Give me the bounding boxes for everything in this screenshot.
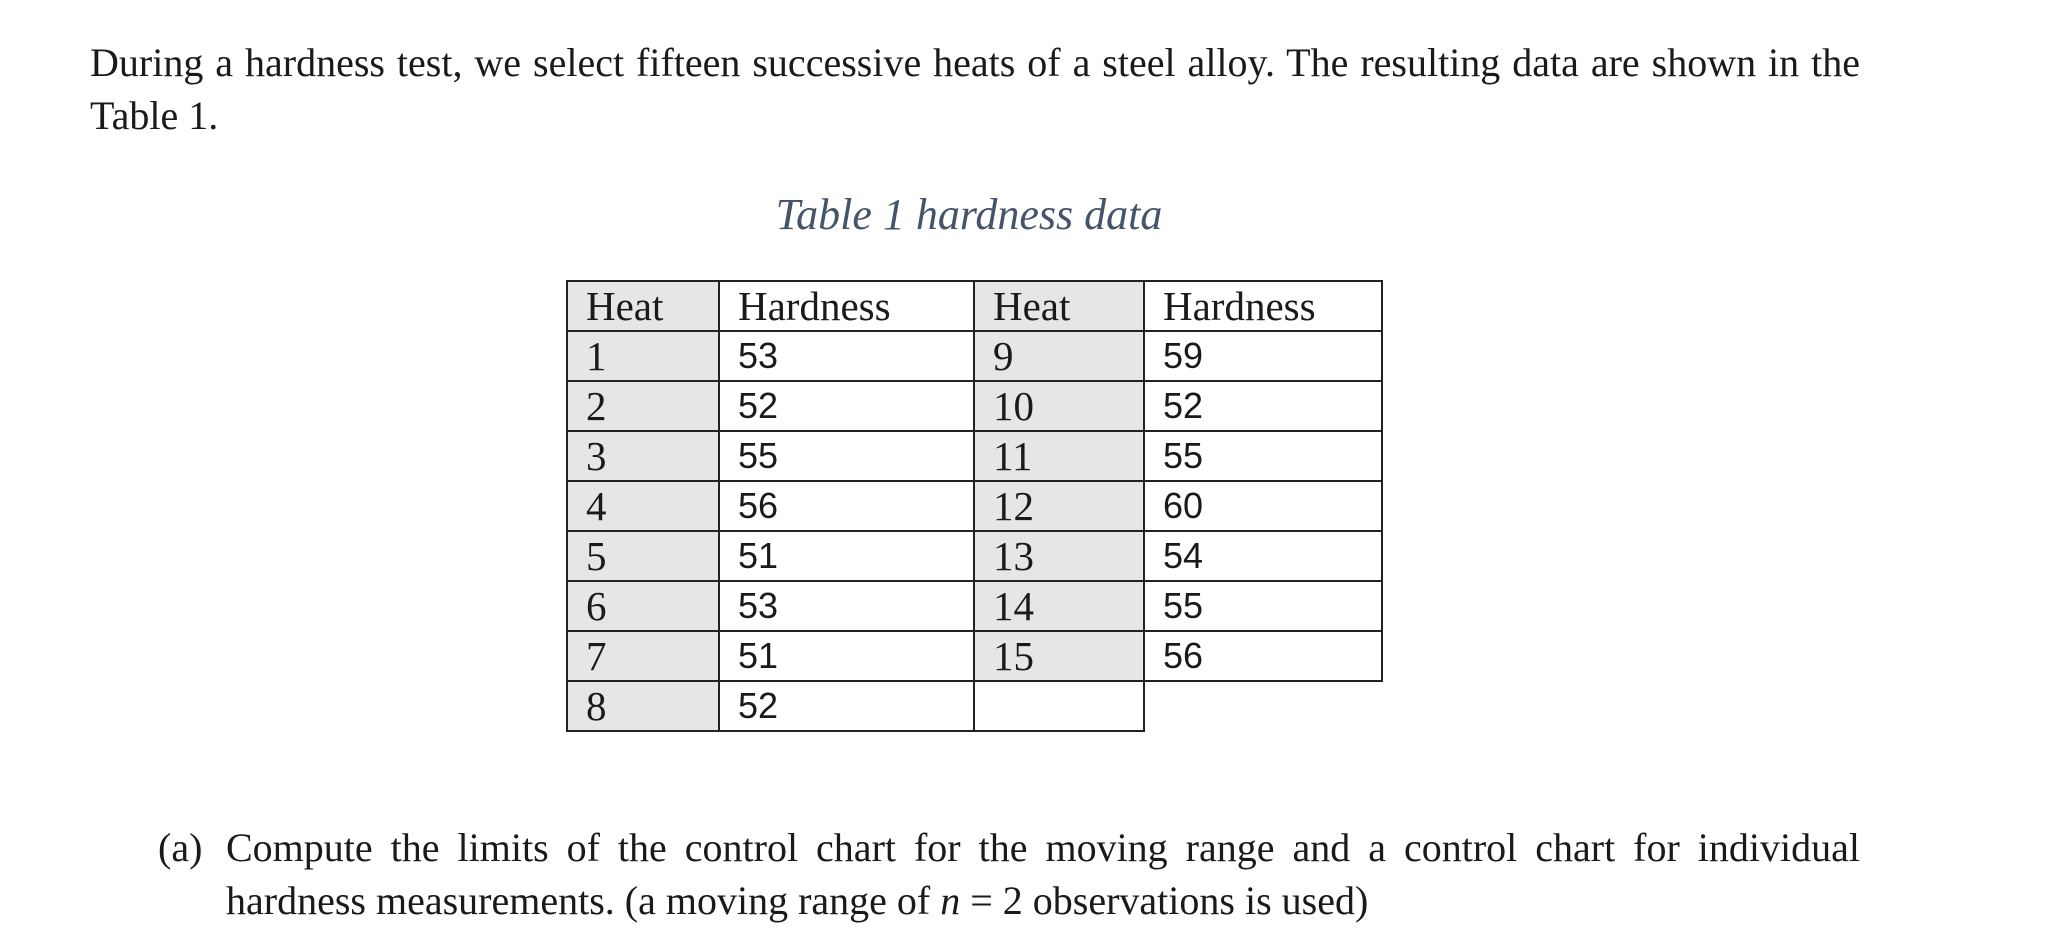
table-cell: 60 [1144,481,1382,531]
question-text-before: Compute the limits of the control chart for the moving range and a control chart for individual hardness measurements. (a moving range of [226,825,1860,923]
question-a [158,821,1860,927]
table-cell: 53 [719,331,974,381]
table-cell: 12 [974,481,1144,531]
table-cell: 55 [1144,581,1382,631]
question-label: (a) [158,825,203,870]
table-row [567,581,1382,631]
table-header-cell: Heat [567,281,719,331]
table-cell: 13 [974,531,1144,581]
table-header-cell: Heat [974,281,1144,331]
table-blank-cell [974,681,1144,731]
hardness-table-body [567,281,1382,731]
table-row [567,381,1382,431]
table-row [567,331,1382,381]
question-variable: n [940,878,961,923]
table-header-row [567,281,1382,331]
question-text-after: = 2 observations is used) [960,878,1369,923]
table-cell: 6 [567,581,719,631]
table-cell: 52 [1144,381,1382,431]
table-cell: 56 [1144,631,1382,681]
table-cell: 7 [567,631,719,681]
table-row [567,631,1382,681]
table-cell: 14 [974,581,1144,631]
table-cell: 59 [1144,331,1382,381]
table-cell: 55 [1144,431,1382,481]
table-cell: 9 [974,331,1144,381]
hardness-table [566,280,1383,732]
table-cell: 4 [567,481,719,531]
table-cell: 1 [567,331,719,381]
table-cell: 11 [974,431,1144,481]
table-row [567,431,1382,481]
table-header-cell: Hardness [719,281,974,331]
table-cell: 3 [567,431,719,481]
table-cell: 2 [567,381,719,431]
table-cell: 15 [974,631,1144,681]
table-row [567,681,1382,731]
table-cell: 51 [719,531,974,581]
table-row [567,481,1382,531]
table-header-cell: Hardness [1144,281,1382,331]
question-text [226,821,1860,927]
table-cell: 53 [719,581,974,631]
table-cell: 8 [567,681,719,731]
table-cell: 55 [719,431,974,481]
table-caption: Table 1 hardness data [775,190,1163,239]
table-cell: 5 [567,531,719,581]
table-empty-cell [1144,681,1382,731]
table-cell: 51 [719,631,974,681]
table-cell: 52 [719,681,974,731]
table-row [567,531,1382,581]
table-cell: 10 [974,381,1144,431]
table-cell: 56 [719,481,974,531]
table-cell: 54 [1144,531,1382,581]
table-cell: 52 [719,381,974,431]
intro-paragraph: During a hardness test, we select fifteen successive heats of a steel alloy. The resulting data are shown in the Table 1. [90,40,1860,138]
